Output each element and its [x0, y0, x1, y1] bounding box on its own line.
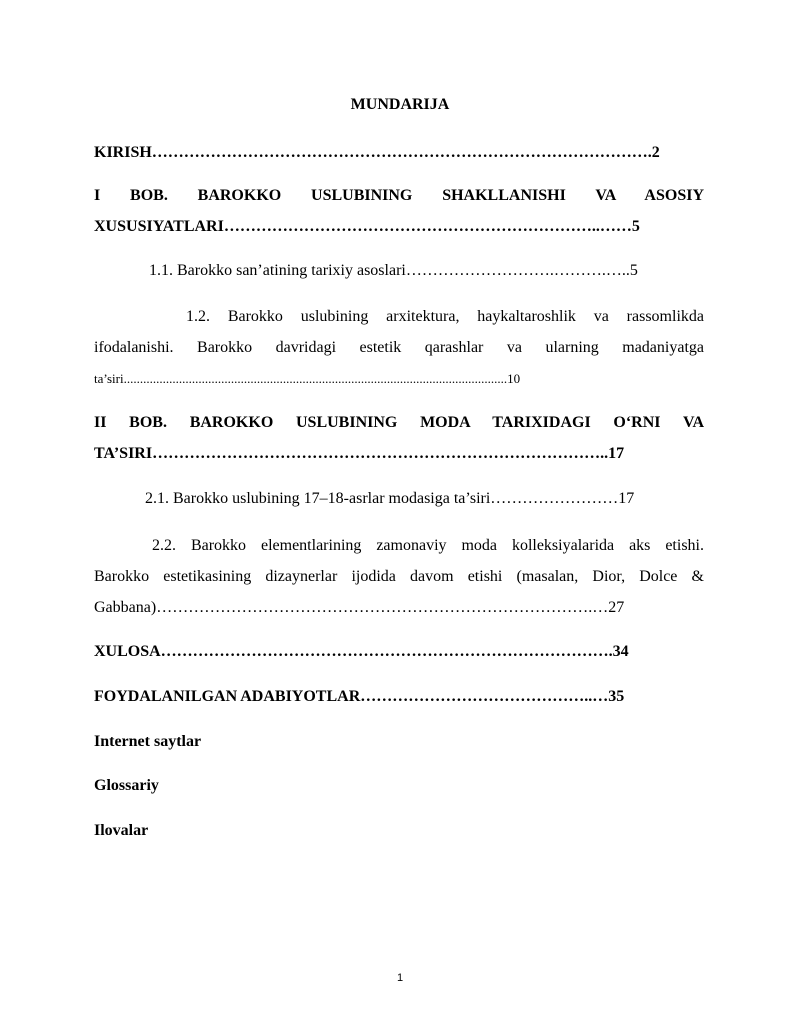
toc-entry-bob1-line1: I BOB. BAROKKO USLUBINING SHAKLLANISHI VA ASOSIY [94, 187, 704, 204]
toc-entry-bob2 [94, 407, 704, 469]
toc-entry-1-2-line1: 1.2. Barokko uslubining arxitektura, haykaltaroshlik va rassomlikda [186, 308, 704, 325]
toc-entry-glossariy-text: Glossariy [94, 777, 159, 794]
toc-entry-bob1 [94, 180, 704, 242]
toc-entry-kirish-text: KIRISH………………………………………………………………………………….2 [94, 144, 660, 161]
toc-entry-internet-text: Internet saytlar [94, 733, 202, 750]
toc-entry-2-2 [94, 530, 704, 623]
toc-entry-1-1-text: 1.1. Barokko san’atining tarixiy asoslari……………………….……….…..5 [149, 262, 638, 279]
toc-entry-bob1-line2: XUSUSIYATLARI……………………………………………………………..……5 [94, 218, 640, 235]
toc-entry-1-2-line2: ifodalanishi. Barokko davridagi estetik qarashlar va ularning madaniyatga [94, 339, 704, 356]
toc-entry-1-2-line3: ta’siri......................................................................................................................10 [94, 371, 521, 386]
toc-entry-2-2-line1: 2.2. Barokko elementlarining zamonaviy moda kolleksiyalarida aks etishi. [152, 537, 704, 554]
toc-entry-2-1-text: 2.1. Barokko uslubining 17–18-asrlar modasiga ta’siri……………………17 [145, 490, 635, 507]
toc-entry-ilovalar [94, 815, 704, 846]
toc-entry-bob2-line1: II BOB. BAROKKO USLUBINING MODA TARIXIDAGI O‘RNI VA [94, 414, 704, 431]
toc-entry-1-1 [149, 255, 704, 286]
toc-entry-2-2-line3: Gabbana)……………………………………………………………………….…27 [94, 599, 625, 616]
toc-entry-1-2 [94, 301, 704, 394]
toc-entry-internet [94, 726, 704, 757]
toc-entry-bob2-line2: TA’SIRI…………………………………………………………………………..17 [94, 445, 625, 462]
toc-entry-foydalanilgan [94, 681, 704, 712]
toc-entry-2-1 [145, 483, 705, 514]
toc-entry-ilovalar-text: Ilovalar [94, 822, 149, 839]
page-title: MUNDARIJA [350, 96, 450, 113]
toc-entry-xulosa [94, 636, 704, 667]
toc-entry-foydalanilgan-text: FOYDALANILGAN ADABIYOTLAR……………………………………..…35 [94, 688, 625, 705]
toc-entry-2-2-line2: Barokko estetikasining dizaynerlar ijodida davom etishi (masalan, Dior, Dolce & [94, 568, 704, 585]
toc-entry-kirish [94, 137, 704, 168]
toc-entry-glossariy [94, 770, 704, 801]
toc-entry-xulosa-text: XULOSA………………………………………………………………………….34 [94, 643, 629, 660]
page-number: 1 [396, 972, 404, 984]
